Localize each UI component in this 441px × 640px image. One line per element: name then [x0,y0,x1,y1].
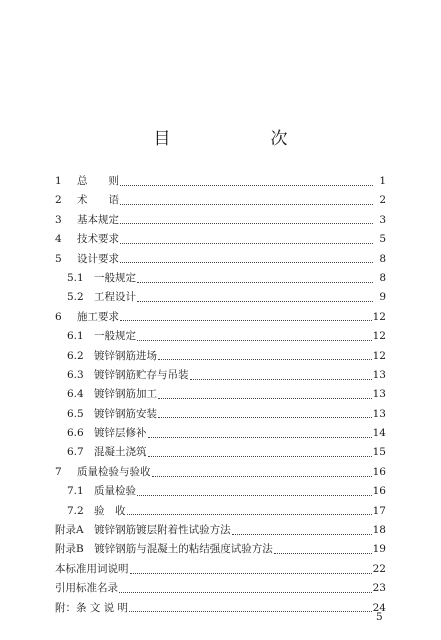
toc-entry-page: 18 [372,524,386,537]
toc-entry[interactable] [55,230,386,249]
dot-leader [120,242,373,244]
toc-entry-label: 镀锌钢筋贮存与吊装 [94,368,189,381]
dot-leader [232,533,372,535]
toc-entry-number: 4 [55,233,62,246]
toc-entry-number: 6.3 [67,368,84,381]
toc-entry-number: 6.5 [67,407,84,420]
dot-leader [129,610,372,612]
toc-appendix-entry[interactable] [55,579,386,598]
toc-entry[interactable] [55,250,386,269]
toc-appendix-entry[interactable] [55,540,386,559]
toc-entry-label: 混凝土浇筑 [94,446,147,459]
table-of-contents [55,172,386,618]
toc-entry-page: 5 [379,233,386,246]
toc-entry-page: 8 [379,271,386,284]
toc-entry-number: 6 [55,310,62,323]
dot-leader [120,222,373,224]
toc-subentry[interactable] [55,347,386,366]
toc-entry-number: 6.1 [67,330,84,343]
dot-leader [120,203,373,205]
toc-entry[interactable] [55,463,386,482]
toc-subentry[interactable] [55,288,386,307]
dot-leader [119,591,372,593]
dot-leader [137,494,372,496]
toc-entry-label: 附录A 镀锌钢筋镀层附着性试验方法 [55,524,231,537]
toc-entry-label: 质量检验与验收 [77,465,151,478]
toc-subentry[interactable] [55,502,386,521]
dot-leader [137,281,373,283]
toc-entry-page: 13 [372,407,386,420]
toc-entry[interactable] [55,191,386,210]
toc-entry-page: 13 [372,388,386,401]
toc-subentry[interactable] [55,424,386,443]
toc-entry-page: 19 [372,543,386,556]
toc-entry[interactable] [55,308,386,327]
dot-leader [158,358,372,360]
toc-subentry[interactable] [55,385,386,404]
toc-entry-number: 6.4 [67,388,84,401]
toc-title: 目 次 [153,129,310,149]
toc-entry-label: 附录B 镀锌钢筋与混凝土的粘结强度试验方法 [55,543,273,556]
toc-entry-label: 一般规定 [94,271,136,284]
toc-entry-number: 6.2 [67,349,84,362]
toc-subentry[interactable] [55,327,386,346]
toc-entry-page: 16 [372,465,386,478]
toc-entry-page: 15 [372,446,386,459]
toc-entry-page: 2 [379,194,386,207]
toc-entry-page: 16 [372,485,386,498]
dot-leader [120,319,372,321]
toc-entry-label: 术 语 [77,194,119,207]
toc-entry-label: 附：条 文 说 明 [55,601,129,614]
toc-entry-page: 1 [379,175,386,187]
toc-entry-page: 14 [372,427,386,440]
toc-appendix-entry[interactable] [55,521,386,540]
dot-leader [158,416,372,418]
dot-leader [274,552,372,554]
toc-entry-number: 2 [55,194,62,207]
dot-leader [190,378,372,380]
toc-entry-label: 镀锌层修补 [94,427,147,440]
toc-entry-number: 5.1 [67,271,84,284]
toc-entry-number: 7 [55,465,62,478]
dot-leader [152,475,372,477]
toc-entry-label: 工程设计 [94,291,136,304]
toc-entry-page: 13 [372,368,386,381]
dot-leader [148,455,372,457]
toc-entry-label: 镀锌钢筋安装 [94,407,157,420]
toc-entry[interactable] [55,172,386,191]
dot-leader [130,572,372,574]
toc-entry-page: 23 [372,582,386,595]
toc-entry-page: 8 [379,252,386,265]
dot-leader [127,513,372,515]
toc-subentry[interactable] [55,366,386,385]
toc-entry-label: 一般规定 [94,330,136,343]
toc-entry-number: 5 [55,252,62,265]
toc-entry-page: 22 [372,562,386,575]
toc-entry-page: 24 [372,601,386,614]
toc-entry-label: 技术要求 [77,233,119,246]
toc-entry-label: 质量检验 [94,485,136,498]
toc-subentry[interactable] [55,482,386,501]
toc-entry-number: 7.1 [67,485,84,498]
toc-entry-label: 引用标准名录 [55,582,118,595]
toc-entry-page: 17 [372,504,386,517]
toc-entry-page: 12 [372,310,386,323]
toc-entry-label: 镀锌钢筋加工 [94,388,157,401]
toc-appendix-entry[interactable] [55,599,386,618]
toc-entry-label: 镀锌钢筋进场 [94,349,157,362]
toc-entry-label: 施工要求 [77,310,119,323]
dot-leader [137,300,373,302]
toc-entry-number: 5.2 [67,291,84,304]
toc-entry-number: 7.2 [67,504,84,517]
toc-entry[interactable] [55,211,386,230]
dot-leader [120,261,373,263]
dot-leader [158,397,372,399]
toc-entry-number: 6.7 [67,446,84,459]
toc-entry-page: 9 [379,291,386,304]
toc-entry-number: 3 [55,213,62,226]
toc-subentry[interactable] [55,269,386,288]
dot-leader [148,436,372,438]
toc-entry-page: 12 [372,330,386,343]
toc-entry-label: 设计要求 [77,252,119,265]
toc-entry-number: 6.6 [67,427,84,440]
toc-entry-number: 1 [55,175,62,187]
dot-leader [137,339,372,341]
page-number: 5 [376,611,383,623]
toc-subentry[interactable] [55,443,386,462]
toc-entry-page: 12 [372,349,386,362]
toc-entry-label: 基本规定 [77,213,119,226]
toc-entry-label: 本标准用词说明 [55,562,129,575]
toc-entry-page: 3 [379,213,386,226]
toc-appendix-entry[interactable] [55,560,386,579]
toc-subentry[interactable] [55,405,386,424]
toc-entry-label: 验 收 [94,504,126,517]
toc-entry-label: 总 则 [77,175,119,187]
dot-leader [120,184,373,186]
